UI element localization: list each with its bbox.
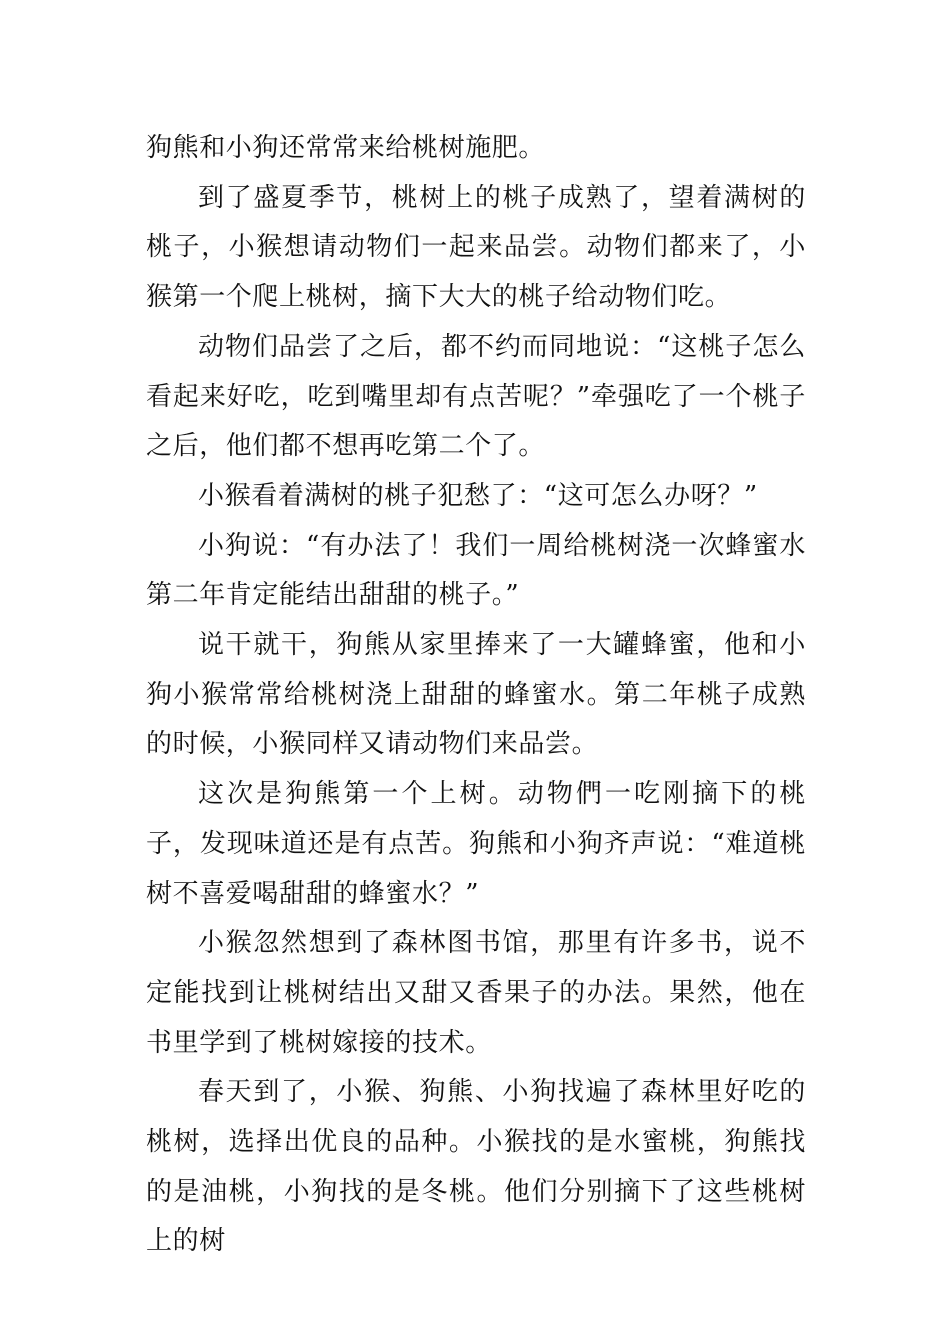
- paragraph-4: 小猴看着满树的桃子犯愁了：“这可怎么办呀？”: [198, 480, 758, 511]
- paragraph-3: 动物们品尝了之后，都不约而同地说：“这桃子怎么看起来好吃，吃到嘴里却有点苦呢？”牵强吃了一个桃子之后，他们都不想再吃第二个了。: [146, 331, 806, 462]
- paragraph-2: 到了盛夏季节，桃树上的桃子成熟了，望着满树的桃子，小猴想请动物们一起来品尝。动物们都来了，小猴第一个爬上桃树，摘下大大的桃子给动物们吃。: [146, 182, 806, 313]
- paragraph-9: 春天到了，小猴、狗熊、小狗找遍了森林里好吃的桃树，选择出优良的品种。小猴找的是水蜜桃，狗熊找的是油桃，小狗找的是冬桃。他们分别摘下了这些桃树上的树: [146, 1077, 806, 1257]
- story-text: [146, 124, 806, 1267]
- paragraph-8: 小猴忽然想到了森林图书馆，那里有许多书，说不定能找到让桃树结出又甜又香果子的办法。果然，他在书里学到了桃树嫁接的技术。: [146, 928, 806, 1058]
- paragraph-5: 小狗说：“有办法了！我们一周给桃树浇一次蜂蜜水第二年肯定能结出甜甜的桃子。”: [146, 530, 806, 611]
- paragraph-7: 这次是狗熊第一个上树。动物們一吃刚摘下的桃子，发现味道还是有点苦。狗熊和小狗齐声说：“难道桃树不喜爱喝甜甜的蜂蜜水？”: [146, 779, 806, 909]
- paragraph-1: 狗熊和小狗还常常来给桃树施肥。: [146, 133, 546, 163]
- paragraph-6: 说干就干，狗熊从家里捧来了一大罐蜂蜜，他和小狗小猴常常给桃树浇上甜甜的蜂蜜水。第二年桃子成熟的时候，小猴同样又请动物们来品尝。: [146, 630, 806, 760]
